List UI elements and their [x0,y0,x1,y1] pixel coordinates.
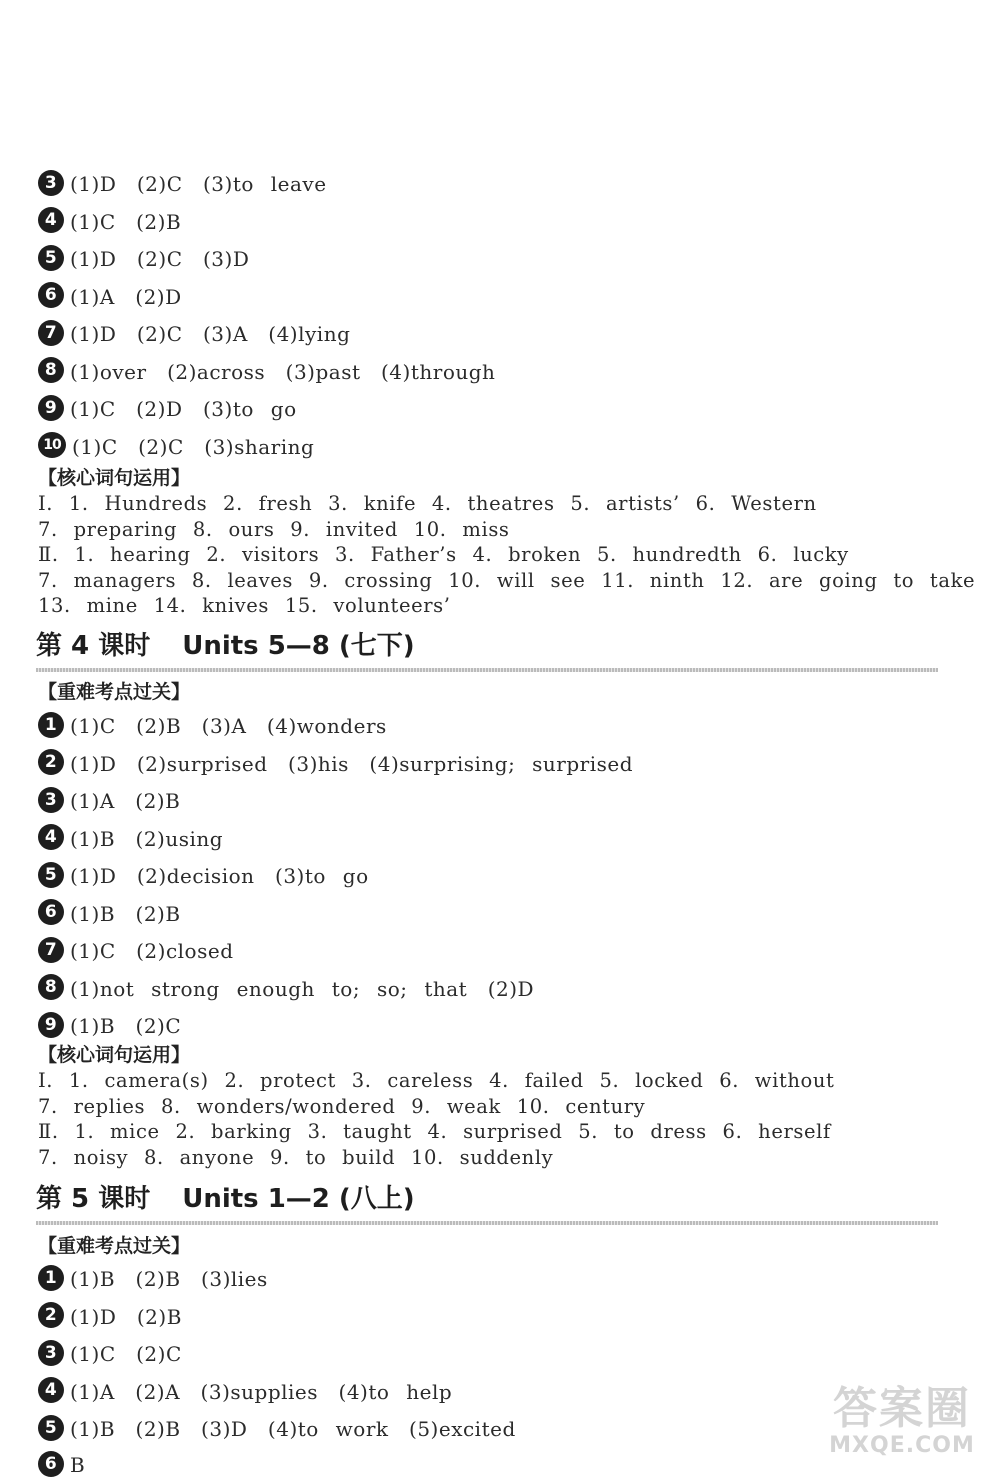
item-number-badge: 7 [38,937,64,963]
section-title: 【重难考点过关】 [38,681,191,703]
answer-row [38,1259,958,1297]
watermark [812,1385,992,1465]
item-number-badge: 2 [38,1302,64,1328]
answer-row [38,856,958,894]
answer-row [38,352,958,390]
answer-row [38,427,958,465]
answer-row [38,239,958,277]
answer-text: (1)A (2)A (3)supplies (4)to help [70,1379,453,1404]
vocab-line: 7. replies 8. wonders/wondered 9. weak 10. century [38,1094,646,1118]
answer-row [38,202,958,240]
item-number-badge: 5 [38,245,64,271]
item-number-badge: 4 [38,824,64,850]
lesson-label: 第 4 课时 [36,630,151,661]
answer-row [38,706,958,744]
vocab-line: 13. mine 14. knives 15. volunteers’ [38,594,451,617]
item-number-badge: 9 [38,395,64,421]
answer-text: (1)over (2)across (3)past (4)through [70,359,496,384]
answer-text: (1)C (2)B [70,209,182,234]
lesson-heading [36,1177,940,1215]
lesson-heading [36,624,940,662]
answer-row [38,277,958,315]
answer-text: B [70,1452,86,1477]
answer-text: (1)B (2)B [70,901,181,926]
answer-text: (1)B (2)B (3)lies [70,1267,268,1292]
answer-row [38,744,958,782]
item-number-badge: 4 [38,1377,64,1403]
item-number-badge: 8 [38,974,64,1000]
item-number-badge: 3 [38,787,64,813]
answer-text: (1)D (2)C (3)D [70,247,250,272]
answer-row [38,819,958,857]
answer-text: (1)B (2)using [70,826,224,851]
answer-text: (1)C (2)D (3)to go [70,397,297,422]
answer-row [38,1006,958,1044]
answer-text: (1)D (2)surprised (3)his (4)surprising; surprised [70,751,634,776]
vocab-line: Ⅱ. 1. hearing 2. visitors 3. Father’s 4. broken 5. hundredth 6. lucky [38,543,849,566]
watermark-url: MXQE.COM [829,1433,975,1458]
lesson-label: 第 5 课时 [36,1183,151,1214]
section-title: 【核心词句运用】 [38,1044,191,1066]
answer-text: (1)A (2)B [70,789,181,814]
section-title: 【重难考点过关】 [38,1235,191,1257]
answer-text: (1)D (2)C (3)A (4)lying [70,322,351,347]
divider [36,1221,938,1225]
item-number-badge: 1 [38,712,64,738]
answer-row [38,164,958,202]
section-title: 【核心词句运用】 [38,467,191,489]
item-number-badge: 8 [38,357,64,383]
answer-text: (1)C (2)closed [70,939,234,964]
answer-text: (1)not strong enough to; so; that (2)D [70,976,535,1001]
answer-text: (1)C (2)C (3)sharing [72,434,315,459]
answer-text: (1)B (2)B (3)D (4)to work (5)excited [70,1417,516,1442]
vocab-line: 7. preparing 8. ours 9. invited 10. miss [38,517,510,541]
answer-row [38,931,958,969]
item-number-badge: 7 [38,320,64,346]
vocab-line: Ⅰ. 1. Hundreds 2. fresh 3. knife 4. theatres 5. artists’ 6. Western [38,492,817,515]
item-number-badge: 10 [38,432,66,458]
item-number-badge: 6 [38,899,64,925]
item-number-badge: 9 [38,1012,64,1038]
vocab-line: 7. managers 8. leaves 9. crossing 10. will see 11. ninth 12. are going to take [38,568,976,592]
answer-text: (1)D (2)C (3)to leave [70,172,327,197]
key-section-c [38,1234,958,1259]
answer-list-b [38,706,958,1044]
answer-row [38,781,958,819]
item-number-badge: 4 [38,207,64,233]
core-section-b [38,1043,958,1170]
answer-list-a [38,164,958,464]
watermark-logo-text: 答案圈 [833,1383,971,1434]
answer-text: (1)B (2)C [70,1014,182,1039]
item-number-badge: 6 [38,1451,64,1477]
answer-row [38,894,958,932]
answer-text: (1)D (2)B [70,1304,182,1329]
answer-row [38,1297,958,1335]
answer-row [38,1334,958,1372]
answer-text: (1)D (2)decision (3)to go [70,864,369,889]
lesson-units: Units 1—2 (八上) [182,1183,415,1214]
item-number-badge: 3 [38,1340,64,1366]
core-section-a [38,466,976,619]
item-number-badge: 6 [38,282,64,308]
vocab-line: Ⅱ. 1. mice 2. barking 3. taught 4. surprised 5. to dress 6. herself [38,1120,831,1143]
answer-text: (1)A (2)D [70,284,182,309]
item-number-badge: 5 [38,1415,64,1441]
item-number-badge: 2 [38,749,64,775]
answer-row [38,969,958,1007]
answer-row [38,314,958,352]
vocab-line: Ⅰ. 1. camera(s) 2. protect 3. careless 4. failed 5. locked 6. without [38,1069,835,1092]
item-number-badge: 3 [38,170,64,196]
divider [36,668,938,672]
answer-text: (1)C (2)C [70,1342,182,1367]
answer-text: (1)C (2)B (3)A (4)wonders [70,714,387,739]
lesson-units: Units 5—8 (七下) [182,630,415,661]
answer-row [38,389,958,427]
item-number-badge: 1 [38,1265,64,1291]
item-number-badge: 5 [38,862,64,888]
vocab-line: 7. noisy 8. anyone 9. to build 10. suddenly [38,1145,554,1169]
key-section-b [38,680,958,705]
